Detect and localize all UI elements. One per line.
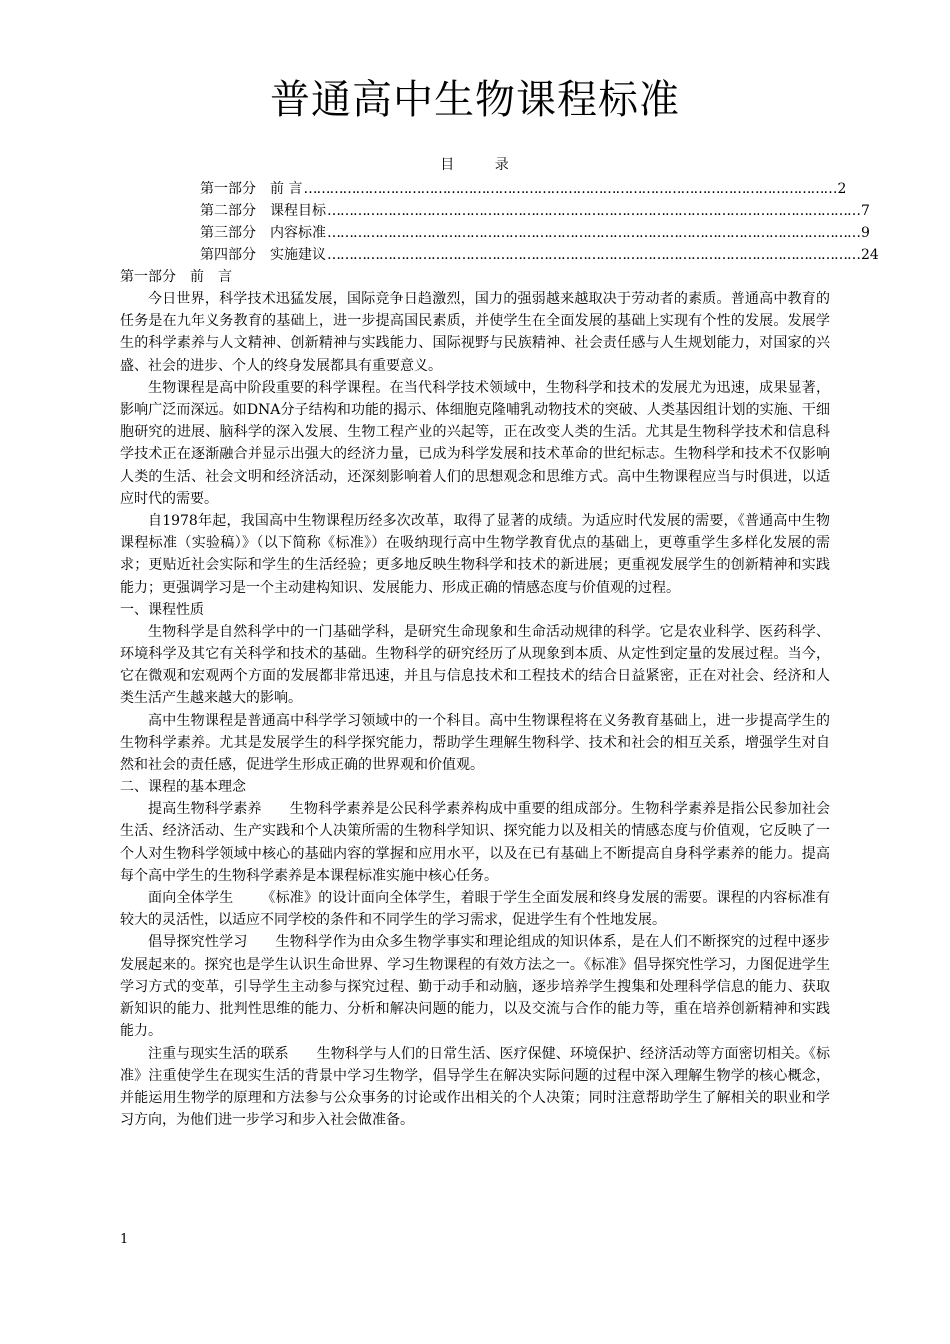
document-title: 普通高中生物课程标准 [270,77,680,123]
table-of-contents [200,178,879,266]
toc-entry[interactable] [200,222,870,244]
toc-entry[interactable] [200,200,870,222]
document-page [120,72,879,1131]
concept-text: 生物科学作为由众多生物学事实和理论组成的知识体系，是在人们不断探究的过程中逐步发展起来的。探究也是学生认识生命世界、学习生物课程的有效方法之一。《标准》倡导探究性学习，力图促进学生学习方式的变革，引导学生主动参与探究过程、勤于动手和动脑，逐步培养学生搜集和处理科学信息的能力、获取新知识的能力、批判性思维的能力、分析和解决问题的能力，以及交流与合作的能力等，重在培养创新精神和实践能力。 [120,934,831,1040]
concept-paragraph [120,887,830,931]
body-paragraph: 高中生物课程是普通高中科学学习领域中的一个科目。高中生物课程将在义务教育基础上，进一步提高学生的生物科学素养。尤其是发展学生的科学探究能力，帮助学生理解生物科学、技术和社会的相互关系，增强学生对自然和社会的责任感，促进学生形成正确的世界观和价值观。 [120,712,830,774]
toc-entry[interactable] [200,178,847,200]
section-heading: 二、课程的基本理念 [120,779,246,796]
toc-heading: 目 录 [440,157,510,173]
concept-lead: 面向全体学生 [148,890,234,907]
toc-entry-label: 第一部分 前 言 [200,181,303,197]
concept-text: 《标准》的设计面向全体学生，着眼于学生全面发展和终身发展的需要。课程的内容标准有较大的灵活性，以适应不同学校的条件和不同学生的学习需求，促进学生有个性地发展。 [120,890,831,929]
toc-entry-label: 第四部分 实施建议 [200,247,326,263]
concept-text: 生物科学与人们的日常生活、医疗保健、环境保护、经济活动等方面密切相关。《标准》注重使学生在现实生活的背景中学习生物学，倡导学生在解决实际问题的过程中深入理解生物学的核心概念，并能运用生物学的原理和方法参与公众事务的讨论或作出相关的个人决策；同时注意帮助学生了解相关的职业和学习方向，为他们进一步学习和步入社会做准备。 [120,1045,831,1129]
toc-entry-page: 9 [861,225,870,241]
toc-leader-dots: …………………………………………………………………………………………………………… [327,247,860,263]
concept-lead: 注重与现实生活的联系 [148,1045,289,1062]
body-paragraph: 生物科学是自然科学中的一门基础学科，是研究生命现象和生命活动规律的科学。它是农业科学、医药科学、环境科学及其它有关科学和技术的基础。生物科学的研究经历了从现象到本质、从定性到定量的发展过程。当今，它在微观和宏观两个方面的发展都非常迅速，并且与信息技术和工程技术的结合日益紧密，正在对社会、经济和人类生活产生越来越大的影响。 [120,623,830,707]
section-heading: 一、课程性质 [120,601,204,618]
concept-lead: 提高生物科学素养 [148,801,262,818]
concept-text: 生物科学素养是公民科学素养构成中重要的组成部分。生物科学素养是指公民参加社会生活、经济活动、生产实践和个人决策所需的生物科学知识、探究能力以及相关的情感态度与价值观，它反映了一个人对生物科学领域中核心的基础内容的掌握和应用水平，以及在已有基础上不断提高自身科学素养的能力。提高每个高中学生的生物科学素养是本课程标准实施中核心任务。 [120,801,831,884]
toc-entry-page: 2 [837,181,847,197]
toc-leader-dots: …………………………………………………………………………………………………………… [327,225,860,241]
concept-paragraph [120,798,830,887]
toc-entry-page: 7 [861,203,870,219]
toc-entry-label: 第三部分 内容标准 [200,225,326,241]
body-paragraph: 今日世界，科学技术迅猛发展，国际竞争日趋激烈，国力的强弱越来越取决于劳动者的素质。普通高中教育的任务是在九年义务教育的基础上，进一步提高国民素质，并使学生在全面发展的基础上实现有个性的发展。发展学生的科学素养与人文精神、创新精神与实践能力、国际视野与民族精神、社会责任感与人生规划能力，对国家的兴盛、社会的进步、个人的终身发展都具有重要意义。 [120,291,830,374]
page-number: 1 [120,1232,129,1247]
toc-entry[interactable] [200,244,879,266]
toc-leader-dots: …………………………………………………………………………………………………………… [303,181,837,197]
part1-heading: 第一部分 前 言 [120,269,232,285]
body-paragraph: 生物课程是高中阶段重要的科学课程。在当代科学技术领域中，生物科学和技术的发展尤为迅速，成果显著，影响广泛而深远。如DNA分子结构和功能的揭示、体细胞克隆哺乳动物技术的突破、人类基因组计划的实施、干细胞研究的进展、脑科学的深入发展、生物工程产业的兴起等，正在改变人类的生活。尤其是生物科学技术和信息科学技术正在逐渐融合并显示出强大的经济力量，已成为科学发展和技术革命的世纪标志。生物科学和技术不仅影响人类的生活、社会文明和经济活动，还深刻影响着人们的思想观念和思维方式。高中生物课程应当与时俱进，以适应时代的需要。 [120,379,830,507]
body-paragraph: 自1978年起，我国高中生物课程历经多次改革，取得了显著的成绩。为适应时代发展的需要，《普通高中生物课程标准（实验稿）》（以下简称《标准》）在吸纳现行高中生物学教育优点的基础上，更尊重学生多样化发展的需求；更贴近社会实际和学生的生活经验；更多地反映生物科学和技术的新进展；更重视发展学生的创新精神和实践能力；更强调学习是一个主动建构知识、发展能力、形成正确的情感态度与价值观的过程。 [120,513,830,596]
toc-entry-label: 第二部分 课程目标 [200,203,326,219]
toc-leader-dots: …………………………………………………………………………………………………………… [327,203,860,219]
concept-paragraph [120,931,830,1042]
concept-paragraph [120,1043,830,1132]
concept-lead: 倡导探究性学习 [148,934,248,951]
toc-entry-page: 24 [861,247,879,263]
